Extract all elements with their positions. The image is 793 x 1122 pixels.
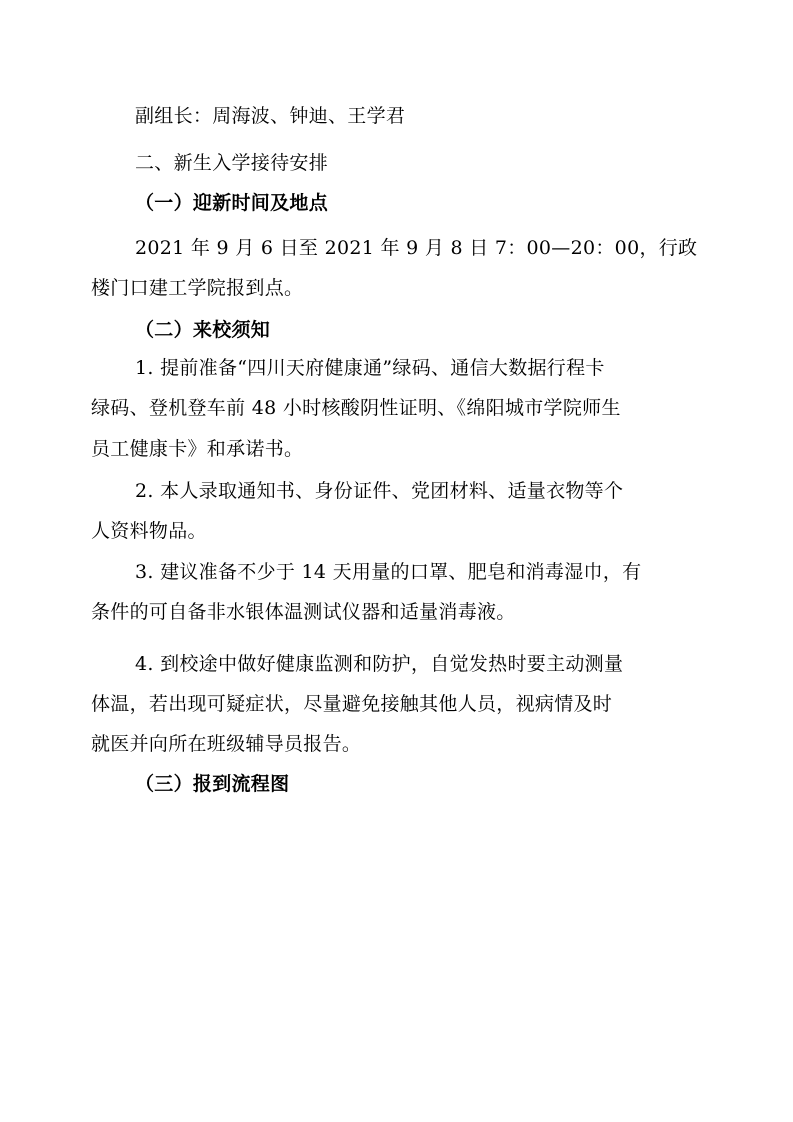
- item-2-line-2: 人资料物品。: [91, 520, 207, 542]
- subheading-notice: （二）来校须知: [135, 319, 271, 341]
- item-4-line-1: 4. 到校途中做好健康监测和防护，自觉发热时要主动测量: [135, 653, 624, 675]
- item-2-line-1: 2. 本人录取通知书、身份证件、党团材料、适量衣物等个: [135, 480, 624, 502]
- subheading-flowchart: （三）报到流程图: [135, 773, 290, 795]
- item-1-line-2: 绿码、登机登车前 48 小时核酸阴性证明、《绵阳城市学院师生: [91, 397, 621, 419]
- item-4-line-2: 体温，若出现可疑症状，尽量避免接触其他人员，视病情及时: [91, 693, 613, 715]
- deputy-leaders-line: 副组长：周海波、钟迪、王学君: [135, 105, 406, 127]
- item-3-line-2: 条件的可自备非水银体温测试仪器和适量消毒液。: [91, 601, 516, 623]
- section-heading-arrangement: 二、新生入学接待安排: [135, 152, 329, 174]
- item-4-line-3: 就医并向所在班级辅导员报告。: [91, 733, 362, 755]
- item-3-line-1: 3. 建议准备不少于 14 天用量的口罩、肥皂和消毒湿巾，有: [135, 561, 642, 583]
- paragraph-time-line-2: 楼门口建工学院报到点。: [91, 277, 304, 299]
- paragraph-time-line-1: 2021 年 9 月 6 日至 2021 年 9 月 8 日 7：00—20：00，行政: [135, 237, 698, 259]
- subheading-time-location: （一）迎新时间及地点: [135, 192, 329, 214]
- item-1-line-3: 员工健康卡》和承诺书。: [91, 438, 304, 460]
- item-1-line-1: 1. 提前准备“四川天府健康通”绿码、通信大数据行程卡: [135, 357, 605, 379]
